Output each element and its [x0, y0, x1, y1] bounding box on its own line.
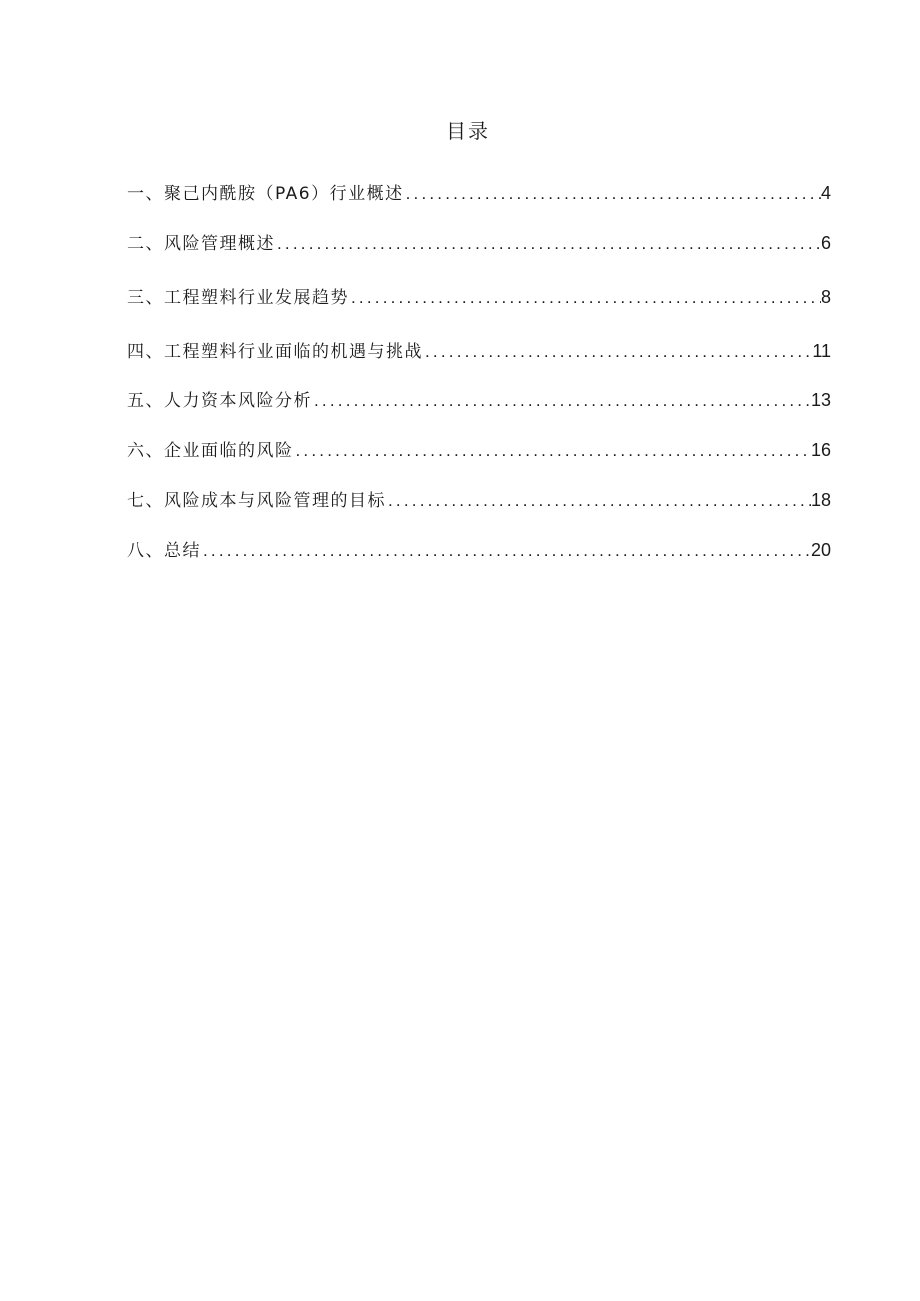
toc-entry-label: 六、企业面临的风险: [127, 441, 294, 461]
toc-dot-leader: [423, 339, 812, 365]
toc-entry-page: 6: [820, 233, 831, 253]
toc-entry-page: 11: [812, 341, 831, 361]
toc-entry-page: 8: [820, 287, 831, 307]
toc-entry-page: 18: [810, 490, 831, 510]
toc-entry-page: 16: [810, 440, 831, 460]
toc-entry-label: 一、聚己内酰胺（PA6）行业概述: [127, 184, 404, 204]
toc-entry-page: 4: [820, 183, 831, 203]
toc-entry[interactable]: [127, 387, 831, 413]
toc-entry[interactable]: [127, 230, 831, 256]
toc-entry[interactable]: [127, 284, 831, 310]
toc-entry[interactable]: [127, 180, 831, 206]
toc-dot-leader: [294, 438, 811, 464]
toc-entry-label: 四、工程塑料行业面临的机遇与挑战: [127, 342, 423, 362]
toc-dot-leader: [386, 488, 811, 514]
toc-entry-label: 五、人力资本风险分析: [127, 391, 312, 411]
toc-entry[interactable]: [127, 338, 831, 364]
toc-entry[interactable]: [127, 537, 831, 563]
toc-entry-label: 七、风险成本与风险管理的目标: [127, 491, 386, 511]
toc-entry-label: 八、总结: [127, 541, 201, 561]
toc-dot-leader: [201, 538, 811, 564]
toc-dot-leader: [404, 181, 821, 207]
toc-title: 目录: [446, 119, 490, 143]
toc-entry-page: 13: [810, 390, 831, 410]
toc-entry[interactable]: [127, 437, 831, 463]
toc-dot-leader: [275, 231, 821, 257]
toc-entry-label: 二、风险管理概述: [127, 234, 275, 254]
toc-entry-page: 20: [810, 540, 831, 560]
toc-entry-label: 三、工程塑料行业发展趋势: [127, 288, 349, 308]
toc-dot-leader: [349, 285, 821, 311]
toc-entry[interactable]: [127, 487, 831, 513]
toc-dot-leader: [312, 388, 811, 414]
